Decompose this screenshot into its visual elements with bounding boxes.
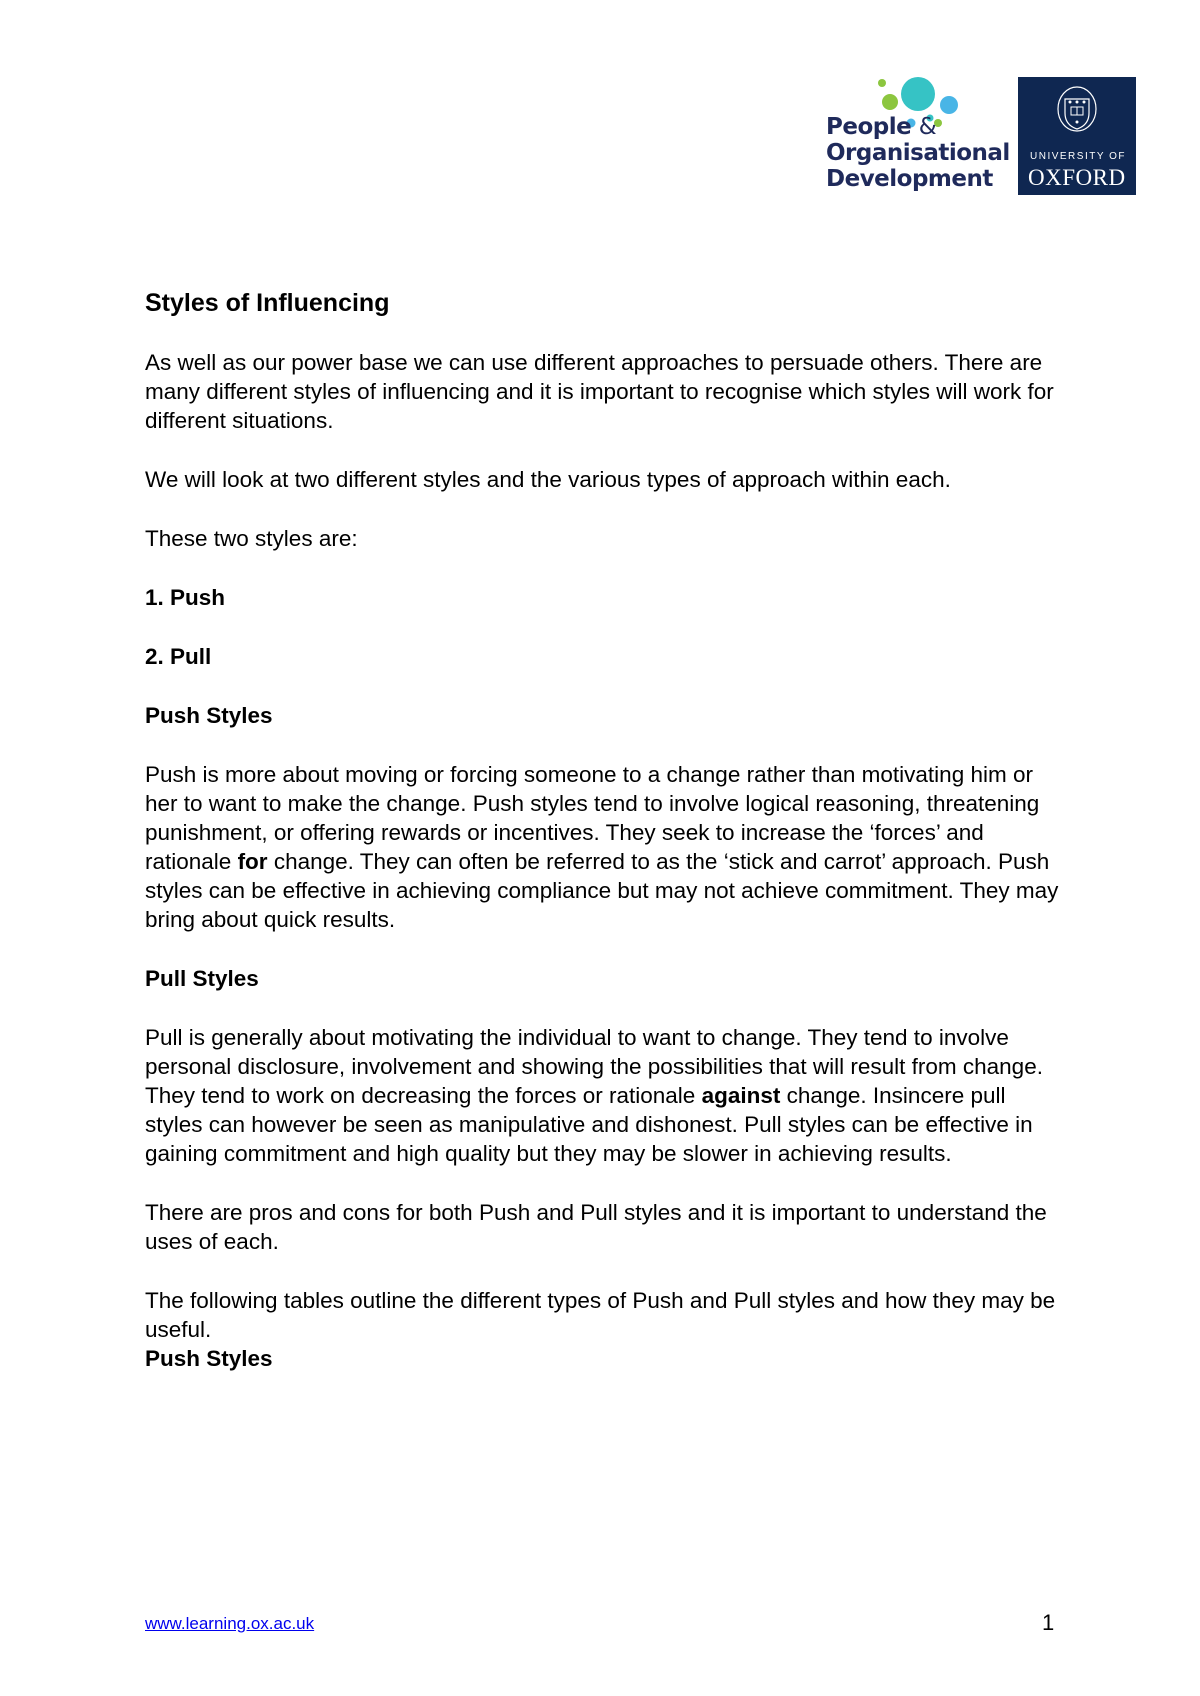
- intro-paragraph: As well as our power base we can use different approaches to persuade others. There are many different styles of influencing and it is important to recognise which styles will work for different situations.: [145, 350, 1054, 433]
- pros-cons-paragraph: There are pros and cons for both Push and Pull styles and it is important to understand the uses of each.: [145, 1200, 1047, 1254]
- pod-logo: [826, 74, 1010, 198]
- document-body: [145, 288, 1065, 1373]
- oxford-crest-icon: [1056, 85, 1098, 135]
- footer-link[interactable]: www.learning.ox.ac.uk: [145, 1614, 315, 1633]
- these-two-paragraph: These two styles are:: [145, 526, 358, 551]
- list-item-push: 1. Push: [145, 585, 226, 610]
- look-at-paragraph: We will look at two different styles and the various types of approach within each.: [145, 467, 951, 492]
- pull-styles-heading: Pull Styles: [145, 966, 259, 991]
- oxford-logo: [1018, 77, 1136, 195]
- page-number: 1: [1042, 1610, 1055, 1635]
- university-of-label: UNIVERSITY OF: [1030, 151, 1126, 162]
- oxford-label: OXFORD: [1028, 165, 1126, 190]
- push-paragraph: Push is more about moving or forcing someone to a change rather than motivating him or her to want to make the change. Push styles tend to involve logical reasoning, threatening punishment, or offering rewards or incentives. They seek to increase the ‘forces’ and rationale for change. They can often be referred to as the ‘stick and carrot’ approach. Push styles can be effective in achieving compliance but may not achieve commitment. They may bring about quick results.: [145, 762, 1059, 932]
- page-title: Styles of Influencing: [145, 289, 390, 317]
- tables-intro-paragraph: The following tables outline the different types of Push and Pull styles and how they may be useful.: [145, 1288, 1056, 1342]
- pull-paragraph: Pull is generally about motivating the individual to want to change. They tend to involve personal disclosure, involvement and showing the possibilities that will result from change. They tend to work on decreasing the forces or rationale against change. Insincere pull styles can however be seen as manipulative and dishonest. Pull styles can be effective in gaining commitment and high quality but they may be slower in achieving results.: [145, 1025, 1043, 1166]
- pod-wordmark: People & Organisational Development: [826, 114, 1010, 192]
- push-styles-heading: Push Styles: [145, 703, 273, 728]
- list-item-pull: 2. Pull: [145, 644, 212, 669]
- push-styles-heading-2: Push Styles: [145, 1346, 273, 1371]
